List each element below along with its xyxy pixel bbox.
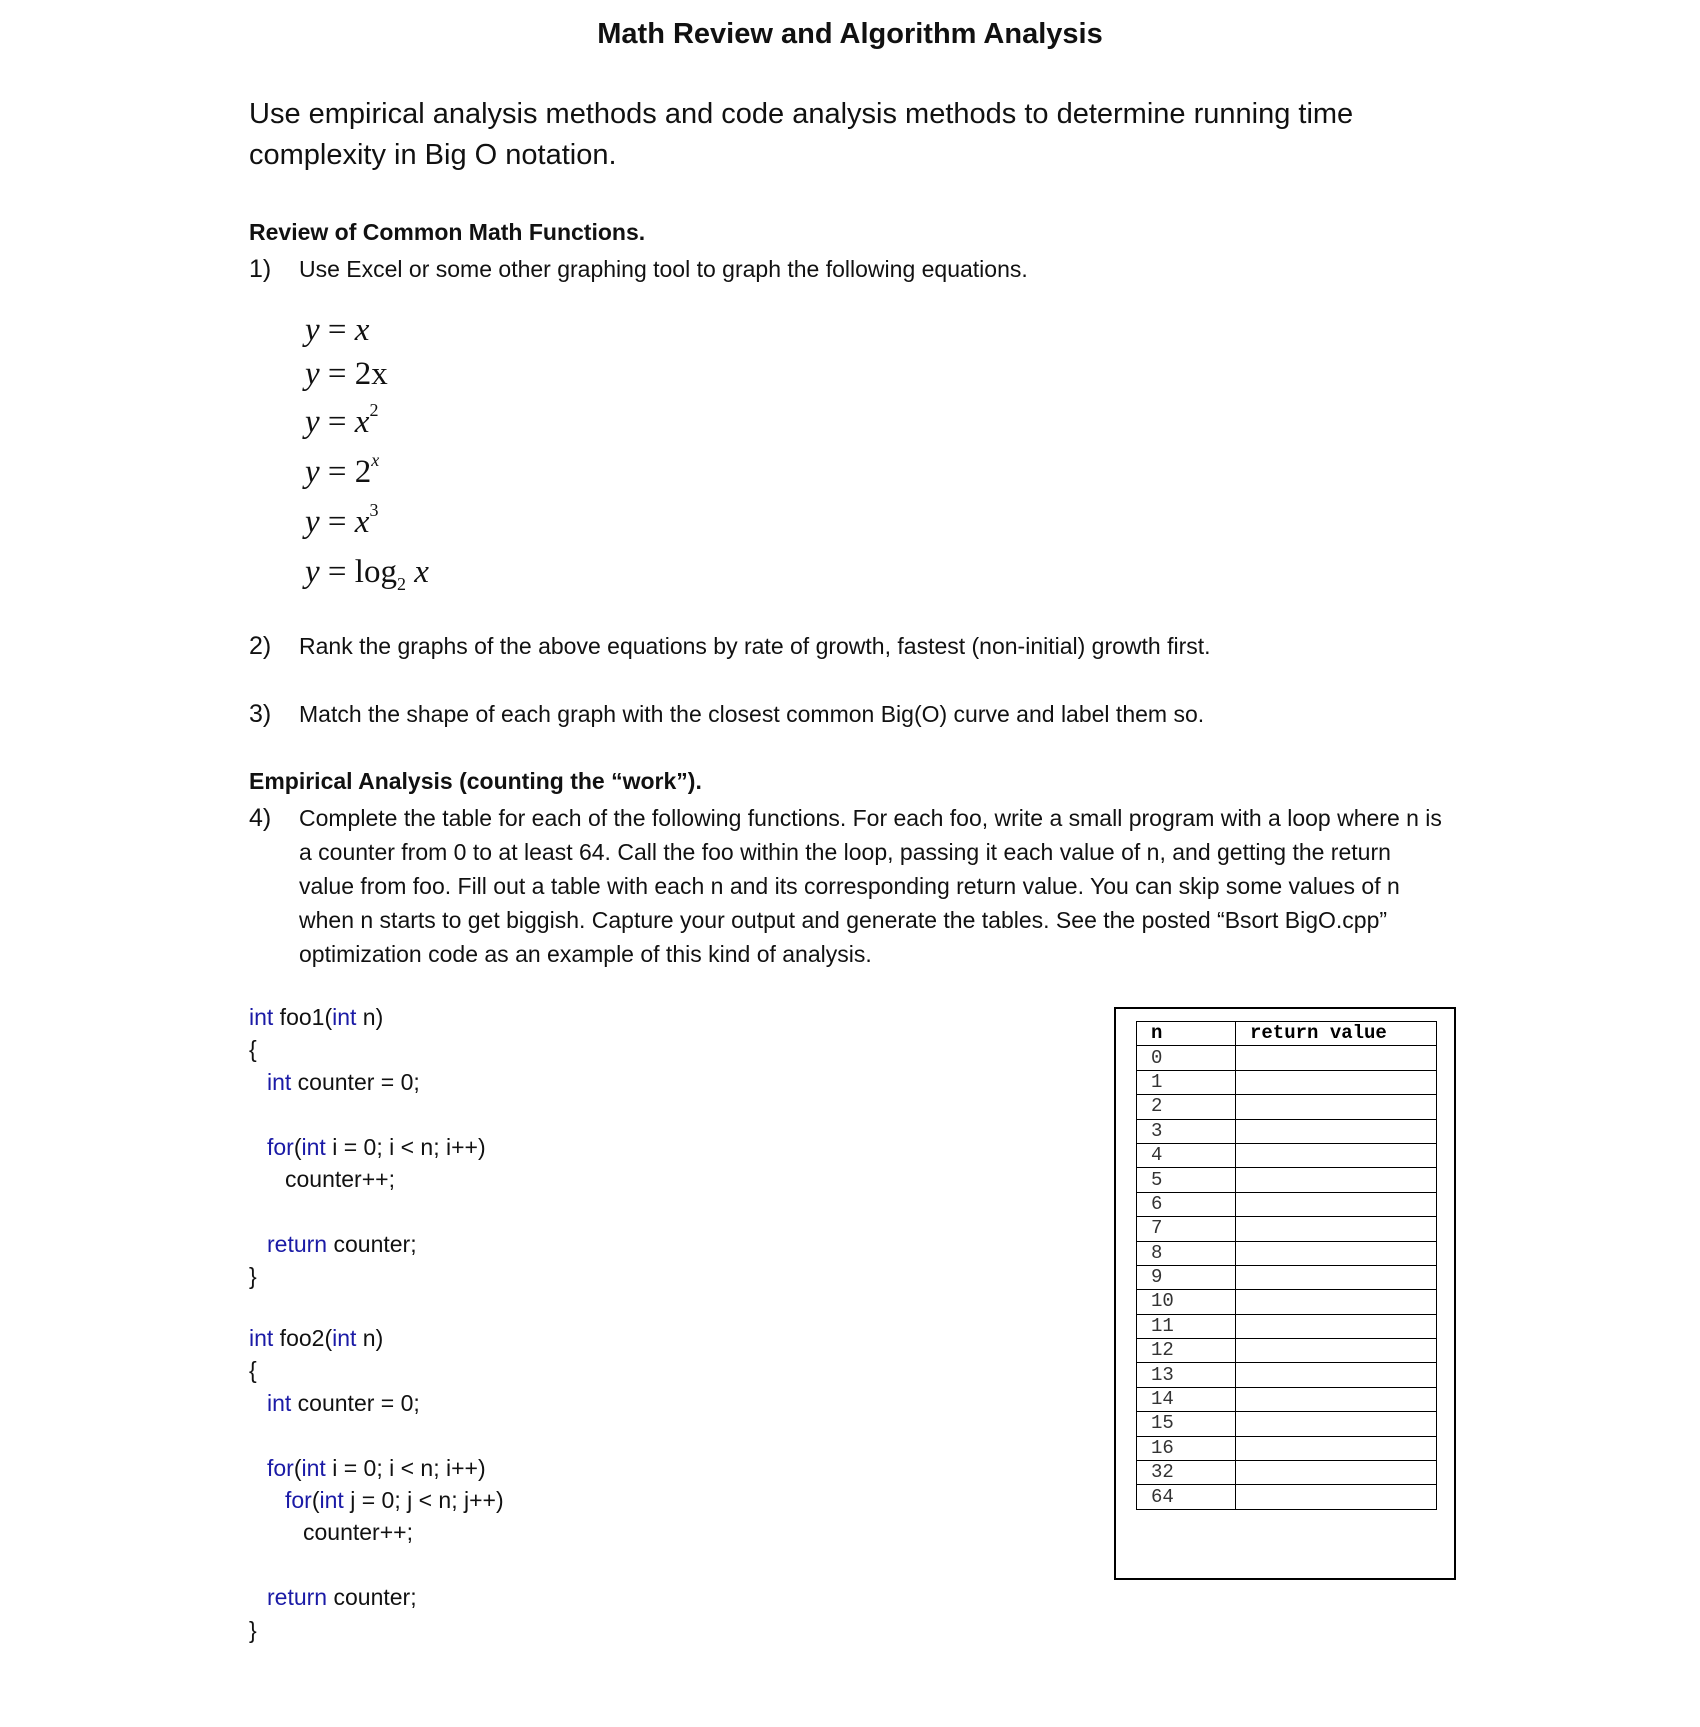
cell-n: 32	[1137, 1461, 1236, 1485]
cell-n: 7	[1137, 1217, 1236, 1241]
cell-return-value[interactable]	[1236, 1436, 1437, 1460]
code-line	[249, 1549, 504, 1581]
cell-n: 13	[1137, 1363, 1236, 1387]
cell-n: 5	[1137, 1168, 1236, 1192]
table-row	[1137, 1363, 1437, 1387]
cell-n: 4	[1137, 1143, 1236, 1167]
table-row	[1137, 1217, 1437, 1241]
question-text: Complete the table for each of the following functions. For each foo, write a small program with a loop where n is a counter from 0 to at least 64. Call the foo within the loop, passing it each value of n, and getting the return value from foo. Fill out a table with each n and its corresponding return value. You can skip some values of n when n starts to get biggish. Capture your output and generate the tables. See the posted “Bsort BigO.cpp” optimization code as an example of this kind of analysis.	[299, 805, 1442, 967]
table-row	[1137, 1143, 1437, 1167]
code-line: {	[249, 1357, 257, 1384]
cell-return-value[interactable]	[1236, 1217, 1437, 1241]
table-row	[1137, 1095, 1437, 1119]
code-foo1	[249, 1001, 486, 1293]
table-row	[1137, 1461, 1437, 1485]
cell-n: 11	[1137, 1314, 1236, 1338]
equation-3: $y = x^2$	[305, 400, 379, 440]
table-row	[1137, 1436, 1437, 1460]
table-row	[1137, 1314, 1437, 1338]
table-row	[1137, 1412, 1437, 1436]
code-line: }	[249, 1263, 257, 1290]
cell-n: 6	[1137, 1192, 1236, 1216]
cell-return-value[interactable]	[1236, 1265, 1437, 1289]
cell-return-value[interactable]	[1236, 1095, 1437, 1119]
return-value-table	[1136, 1021, 1437, 1510]
equation-4: $y = 2^x$	[305, 450, 380, 490]
intro-paragraph: Use empirical analysis methods and code analysis methods to determine running time complexity in Big O notation.	[249, 98, 1354, 171]
code-line: int counter = 0;	[267, 1068, 420, 1095]
code-line: counter++;	[285, 1166, 395, 1193]
cell-return-value[interactable]	[1236, 1168, 1437, 1192]
cell-n: 15	[1137, 1412, 1236, 1436]
question-3	[249, 697, 1469, 731]
column-header-n: n	[1137, 1022, 1236, 1046]
question-number: 4)	[249, 804, 272, 832]
cell-return-value[interactable]	[1236, 1485, 1437, 1509]
table-row	[1137, 1387, 1437, 1411]
table-row	[1137, 1046, 1437, 1070]
code-line: for(int i = 0; i < n; i++)	[267, 1454, 486, 1481]
table-row	[1137, 1265, 1437, 1289]
cell-return-value[interactable]	[1236, 1143, 1437, 1167]
code-line: int foo2(int n)	[249, 1325, 384, 1351]
section-heading-math-review: Review of Common Math Functions.	[249, 219, 646, 245]
table-row	[1137, 1290, 1437, 1314]
cell-return-value[interactable]	[1236, 1387, 1437, 1411]
question-text: Match the shape of each graph with the closest common Big(O) curve and label them so.	[299, 701, 1205, 727]
table-row	[1137, 1070, 1437, 1094]
cell-return-value[interactable]	[1236, 1290, 1437, 1314]
table-header-row	[1137, 1022, 1437, 1046]
equation-6: $y = \log_2 x$	[305, 554, 429, 594]
cell-n: 1	[1137, 1070, 1236, 1094]
code-line	[249, 1195, 486, 1227]
cell-return-value[interactable]	[1236, 1070, 1437, 1094]
cell-n: 3	[1137, 1119, 1236, 1143]
cell-return-value[interactable]	[1236, 1339, 1437, 1363]
code-line: for(int i = 0; i < n; i++)	[267, 1133, 486, 1160]
code-line: int foo1(int n)	[249, 1004, 384, 1030]
table-row	[1137, 1485, 1437, 1509]
cell-return-value[interactable]	[1236, 1412, 1437, 1436]
question-text: Rank the graphs of the above equations by rate of growth, fastest (non-initial) growth first.	[299, 633, 1211, 659]
table-row	[1137, 1339, 1437, 1363]
equation-2: y = 2x	[305, 356, 388, 392]
cell-n: 16	[1137, 1436, 1236, 1460]
table-row	[1137, 1168, 1437, 1192]
question-1	[249, 252, 1469, 286]
question-number: 1)	[249, 255, 272, 283]
cell-n: 2	[1137, 1095, 1236, 1119]
cell-return-value[interactable]	[1236, 1314, 1437, 1338]
question-text: Use Excel or some other graphing tool to graph the following equations.	[299, 256, 1028, 282]
cell-n: 64	[1137, 1485, 1236, 1509]
cell-return-value[interactable]	[1236, 1241, 1437, 1265]
page-title: Math Review and Algorithm Analysis	[597, 18, 1103, 50]
question-number: 3)	[249, 700, 272, 728]
cell-return-value[interactable]	[1236, 1461, 1437, 1485]
cell-n: 8	[1137, 1241, 1236, 1265]
code-line: counter++;	[303, 1519, 413, 1546]
code-line	[249, 1098, 486, 1130]
question-number: 2)	[249, 632, 272, 660]
cell-n: 10	[1137, 1290, 1236, 1314]
cell-return-value[interactable]	[1236, 1192, 1437, 1216]
code-line: }	[249, 1616, 257, 1643]
section-heading-empirical: Empirical Analysis (counting the “work”).	[249, 768, 702, 794]
question-2	[249, 629, 1469, 663]
code-line: {	[249, 1036, 257, 1063]
code-line: for(int j = 0; j < n; j++)	[285, 1487, 504, 1514]
equation-5: $y = x^3$	[305, 500, 379, 540]
table-row	[1137, 1119, 1437, 1143]
code-line: return counter;	[267, 1584, 417, 1611]
cell-n: 9	[1137, 1265, 1236, 1289]
cell-return-value[interactable]	[1236, 1363, 1437, 1387]
code-line	[249, 1419, 504, 1451]
question-4	[249, 801, 1449, 971]
code-line: int counter = 0;	[267, 1389, 420, 1416]
cell-n: 12	[1137, 1339, 1236, 1363]
return-value-table-frame	[1114, 1007, 1456, 1580]
cell-n: 14	[1137, 1387, 1236, 1411]
equation-1: y = x	[305, 312, 370, 348]
code-foo2	[249, 1322, 504, 1646]
table-row	[1137, 1192, 1437, 1216]
cell-return-value[interactable]	[1236, 1046, 1437, 1070]
column-header-return-value: return value	[1236, 1022, 1437, 1046]
cell-return-value[interactable]	[1236, 1119, 1437, 1143]
table-row	[1137, 1241, 1437, 1265]
code-line: return counter;	[267, 1230, 417, 1257]
cell-n: 0	[1137, 1046, 1236, 1070]
